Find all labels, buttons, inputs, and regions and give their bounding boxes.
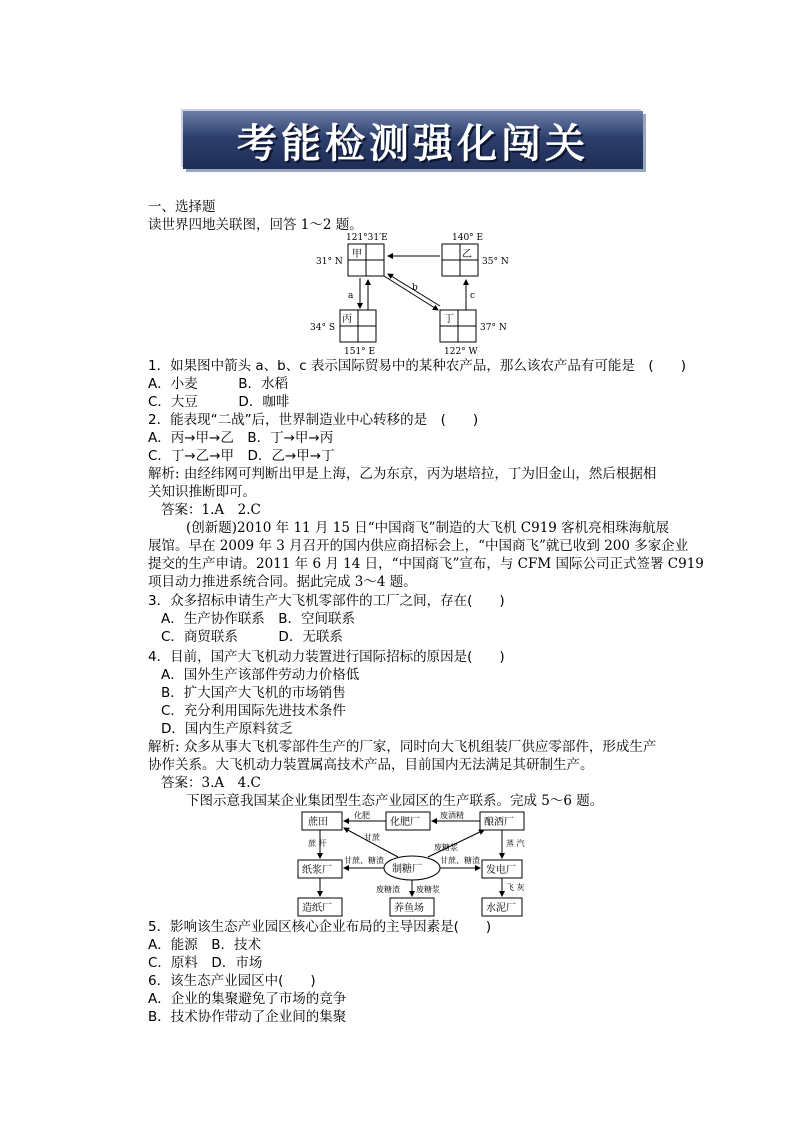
ding-lon: 122° W <box>444 347 478 356</box>
label-b: b <box>412 283 418 293</box>
section-heading: 一、选择题 <box>148 199 216 215</box>
q4-option-b: B．扩大国产大飞机的市场销售 <box>161 685 346 701</box>
node-sugar <box>384 856 440 880</box>
q6-option-a: A．企业的集聚避免了市场的竞争 <box>148 991 347 1007</box>
node-power <box>482 860 522 878</box>
explanation-1a: 解析: 由经纬网可判断出甲是上海，乙为东京，丙为堪培拉，丁为旧金山，然后根据相 <box>148 466 657 482</box>
node-cement <box>482 898 522 916</box>
question-3: 3．众多招标申请生产大飞机零部件的工厂之间，存在( ) <box>148 593 505 609</box>
arrow-b <box>384 276 438 310</box>
svg-text:水泥厂: 水泥厂 <box>486 903 516 914</box>
node-papermill <box>298 898 342 916</box>
edge-fish1-label: 废糖渣 <box>376 885 400 894</box>
edge-sugar-paper-label: 甘蔗、糖渣 <box>344 856 384 865</box>
explanation-2b: 协作关系。大飞机动力装置属高技术产品，目前国内无法满足其研制生产。 <box>148 757 594 773</box>
label-a: a <box>348 291 354 301</box>
svg-text:发电厂: 发电厂 <box>486 865 516 876</box>
world-map-figure <box>300 230 520 356</box>
intro-line: 读世界四地关联图，回答 1～2 题。 <box>148 217 363 233</box>
explanation-1b: 关知识推断即可。 <box>148 484 256 500</box>
q2-options-cd: C．丁→乙→甲 D．乙→甲→丁 <box>148 448 335 464</box>
edge-winery-power-label: 蒸 汽 <box>506 839 525 848</box>
svg-text:蔗田: 蔗田 <box>308 817 328 828</box>
q2-options-ab: A．丙→甲→乙 B．丁→甲→丙 <box>148 430 334 446</box>
yi-lat: 35° N <box>482 257 509 267</box>
ding-lat: 37° N <box>480 323 507 333</box>
q3-options-cd: C．商贸联系 D．无联系 <box>161 629 343 645</box>
passage-line-1: (创新题)2010 年 11 月 15 日“中国商飞”制造的大飞机 C919 客机亮相珠海航展 <box>186 520 670 536</box>
question-4: 4．目前，国产大飞机动力装置进行国际招标的原因是( ) <box>148 649 505 665</box>
node-tianfield <box>302 812 342 830</box>
q3-options-ab: A．生产协作联系 B．空间联系 <box>161 611 355 627</box>
jia-lon: 121°31′E <box>346 233 388 243</box>
yi-lon: 140° E <box>452 233 484 243</box>
passage-line-2: 展馆。早在 2009 年 3 月召开的国内供应商招标会上，“中国商飞”就已收到 200 多家企业 <box>148 538 689 554</box>
jia-lat: 31° N <box>316 257 343 267</box>
q6-option-b: B．技术协作带动了企业间的集聚 <box>148 1009 347 1025</box>
edge-sugar-power-label: 甘蔗、糖渣 <box>440 856 480 865</box>
q4-option-a: A．国外生产该部件劳动力价格低 <box>161 667 360 683</box>
question-1: 1．如果图中箭头 a、b、c 表示国际贸易中的某种农产品，那么该农产品有可能是 ( ) <box>148 358 686 374</box>
q4-option-c: C．充分利用国际先进技术条件 <box>161 703 346 719</box>
node-fishery <box>390 898 434 916</box>
eco-park-figure <box>294 810 534 920</box>
edge-power-cement-label: 飞 灰 <box>506 883 525 892</box>
q1-options-cd: C．大豆 D．咖啡 <box>148 394 290 410</box>
yi-grid <box>442 244 478 276</box>
svg-text:纸浆厂: 纸浆厂 <box>302 865 332 876</box>
passage-line-3: 提交的生产申请。2011 年 6 月 14 日，“中国商飞”宣布，与 CFM 国际公司正式签署 C919 <box>148 556 704 572</box>
svg-text:化肥厂: 化肥厂 <box>390 817 420 828</box>
edge-sugar-winery-label: 废糖浆 <box>434 843 458 852</box>
answer-1: 答案：1.A 2.C <box>161 502 261 518</box>
svg-text:养鱼场: 养鱼场 <box>394 903 424 914</box>
yi-label: 乙 <box>462 249 472 260</box>
question-2: 2．能表现“二战”后，世界制造业中心转移的是 ( ) <box>148 412 479 428</box>
node-paper <box>298 860 342 878</box>
node-fertilizer <box>386 812 430 830</box>
q5-options-ab: A．能源 B．技术 <box>148 937 261 953</box>
explanation-2a: 解析: 众多从事大飞机零部件生产的厂家，同时向大飞机组装厂供应零部件，形成生产 <box>148 739 657 755</box>
node-winery <box>480 812 524 830</box>
ding-label: 丁 <box>444 314 454 325</box>
answer-2: 答案：3.A 4.C <box>161 775 261 791</box>
edge-winery-fert-label: 废酒精 <box>440 811 464 820</box>
banner-title: 考能检测强化闯关 <box>237 120 589 167</box>
bing-lat: 34° S <box>310 323 335 333</box>
q4-option-d: D．国内生产原料贫乏 <box>161 721 293 737</box>
edge-fish2-label: 废糖浆 <box>416 885 440 894</box>
edge-field-paper-label: 蔗 杆 <box>308 839 327 848</box>
svg-text:造纸厂: 造纸厂 <box>302 903 332 914</box>
passage-line-4: 项目动力推进系统合同。据此完成 3～4 题。 <box>148 574 417 590</box>
jia-label: 甲 <box>352 249 362 260</box>
figure-intro: 下图示意我国某企业集团型生态产业园区的生产联系。完成 5～6 题。 <box>186 793 604 809</box>
svg-text:制糖厂: 制糖厂 <box>392 864 422 875</box>
edge-sugar-field-label: 甘蔗 <box>364 833 380 842</box>
bing-label: 丙 <box>342 314 352 325</box>
question-6: 6．该生态产业园区中( ) <box>148 973 316 989</box>
q5-options-cd: C．原料 D．市场 <box>148 955 263 971</box>
label-c: c <box>470 291 476 301</box>
title-banner <box>183 111 643 169</box>
edge-fert-field-label: 化肥 <box>354 811 370 820</box>
bing-lon: 151° E <box>344 347 376 356</box>
q1-options-ab: A．小麦 B．水稻 <box>148 376 288 392</box>
svg-text:酿酒厂: 酿酒厂 <box>484 817 514 828</box>
question-5: 5．影响该生态产业园区核心企业布局的主导因素是( ) <box>148 919 492 935</box>
